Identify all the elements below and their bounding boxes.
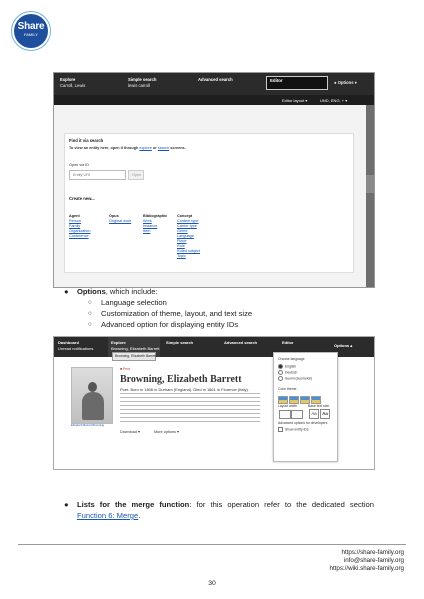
nav-simple-search[interactable]: Simple search	[166, 340, 194, 345]
portrait-body	[82, 392, 104, 420]
lang-title: Choose language	[278, 357, 305, 361]
editor-toolbar	[54, 95, 374, 105]
logo-subtext: FAMILY	[24, 32, 38, 37]
nav-simple-search[interactable]: Simple search lewis carroll	[128, 77, 157, 88]
portrait-head	[88, 382, 97, 392]
explore-link[interactable]: explore	[139, 146, 152, 150]
create-link[interactable]: Genre	[177, 229, 188, 233]
logo-text: Share	[17, 21, 45, 32]
print-link[interactable]: ■ Print	[120, 367, 130, 371]
create-link[interactable]: Carrier type	[177, 224, 197, 228]
create-link[interactable]: Family	[69, 224, 81, 228]
theme-swatch[interactable]	[300, 396, 310, 404]
footer-email[interactable]: info@share-family.org	[343, 557, 404, 564]
download-button[interactable]: Download ▾	[120, 430, 140, 434]
create-link[interactable]: Ruled subject	[177, 249, 201, 253]
options-menu[interactable]: ● Options ▾	[334, 80, 357, 85]
editor-panel	[64, 133, 354, 273]
adv-title: Advanced options for developers	[278, 421, 328, 425]
create-link[interactable]: Instance	[143, 224, 158, 228]
nav-editor[interactable]: Editor	[282, 340, 294, 345]
find-text: To view an entity here, open it through explore or search screens.	[69, 146, 186, 150]
entity-uri-input[interactable]: Entity URI	[69, 170, 126, 180]
theme-swatch[interactable]	[278, 396, 288, 404]
side-scrollbar[interactable]	[366, 105, 374, 287]
theme-title: Color theme	[278, 387, 297, 391]
options-menu[interactable]: Options ▴	[334, 343, 353, 348]
create-link[interactable]: Language	[177, 234, 194, 238]
layout-wide[interactable]	[291, 410, 303, 419]
language-select[interactable]: UND, ENG, + ▾	[320, 97, 348, 103]
create-link[interactable]: Work	[143, 219, 152, 223]
find-title: Find it via search	[69, 138, 104, 143]
nav-advanced-search[interactable]: Advanced search	[198, 77, 233, 82]
editor-screenshot	[53, 72, 375, 288]
search-link[interactable]: search	[157, 146, 170, 150]
create-col-concept: Concept Content type Carrier type Genre Language Place Role Ruled subject Topic	[177, 214, 201, 258]
size-title: Base text size	[308, 404, 330, 408]
text-size-large[interactable]: Aa	[320, 409, 330, 419]
create-link[interactable]: Conference	[69, 234, 89, 238]
layout-title: Layout width	[278, 404, 298, 408]
nav-explore[interactable]: Explore Carroll, Lewis	[60, 77, 86, 88]
circle-bullet-icon: ○	[88, 321, 92, 328]
create-link[interactable]: Content type	[177, 219, 199, 223]
theme-swatch[interactable]	[311, 396, 321, 404]
circle-bullet-icon: ○	[88, 310, 92, 317]
open-button[interactable]: Open	[128, 170, 144, 180]
radio-icon	[278, 376, 283, 381]
lang-option[interactable]: English	[278, 364, 296, 369]
nav-advanced-search[interactable]: Advanced search	[224, 340, 258, 345]
lang-option[interactable]: Suomi (suomeksi)	[278, 376, 312, 381]
checkbox-icon	[278, 427, 283, 432]
create-link[interactable]: Topic	[177, 254, 186, 258]
footer-website[interactable]: https://share-family.org	[341, 549, 404, 556]
entity-summary: Poet. Born in 1806 in Durham (England). Died in 1861 in Florence (Italy).	[120, 387, 249, 392]
options-screenshot	[53, 336, 375, 470]
create-link[interactable]: Original work	[109, 219, 132, 223]
portrait-image	[71, 367, 113, 424]
editor-layout-select[interactable]: Editor layout ▾	[282, 97, 308, 103]
create-link[interactable]: Person	[69, 219, 82, 223]
biography-text	[120, 393, 260, 425]
create-link[interactable]: Role	[177, 244, 185, 248]
more-options-button[interactable]: More options ▾	[154, 430, 179, 434]
layout-narrow[interactable]	[279, 410, 291, 419]
radio-checked-icon	[278, 364, 283, 369]
bullet-icon: ●	[64, 287, 69, 296]
options-bullet-text: Options, which include:	[77, 287, 158, 296]
circle-bullet-icon: ○	[88, 299, 92, 306]
create-link[interactable]: Item	[143, 229, 151, 233]
image-caption[interactable]: Elizabeth Barrett Browning	[71, 423, 105, 427]
text-size-small[interactable]: Aa	[309, 409, 319, 419]
nav-explore[interactable]: Explore Browning, Elizabeth Barrett	[111, 340, 160, 351]
footer-wiki[interactable]: https://wiki.share-family.org	[329, 565, 404, 572]
printer-icon: ■	[120, 367, 123, 371]
theme-swatch[interactable]	[289, 396, 299, 404]
merge-bullet-line1: Lists for the merge function: for this operation refer to the dedicated section	[77, 500, 374, 509]
share-family-logo	[14, 14, 48, 48]
merge-section-link[interactable]: Function 6: Merge	[77, 511, 139, 520]
user-icon: ●	[334, 80, 338, 85]
tooltip: Browning, Elizabeth Barrett	[112, 352, 156, 361]
nav-dashboard[interactable]: Dashboard Unread notifications	[58, 340, 94, 351]
footer-divider	[18, 544, 406, 545]
lang-option[interactable]: Deutsch	[278, 370, 297, 375]
create-title: Create new...	[69, 196, 95, 201]
radio-icon	[278, 370, 283, 375]
merge-bullet-line2: Function 6: Merge.	[77, 511, 141, 520]
nav-editor[interactable]: Editor	[266, 76, 328, 90]
create-link[interactable]: Organization	[69, 229, 91, 233]
scroll-thumb[interactable]	[366, 175, 374, 193]
options-dropdown	[273, 352, 338, 462]
create-link[interactable]: Place	[177, 239, 187, 243]
open-id-label: Open via ID	[69, 163, 90, 167]
entity-name: Browning, Elizabeth Barrett	[120, 374, 242, 385]
show-ids-checkbox[interactable]: Show entity IDs	[278, 427, 309, 432]
create-col-opus: Opus Original work	[109, 214, 132, 223]
create-col-agent: Agent Person Family Organization Conference	[69, 214, 91, 238]
bullet-icon: ●	[64, 500, 69, 509]
page-number: 30	[208, 580, 216, 587]
create-col-bibliographic: Bibliographic Work Instance Item	[143, 214, 168, 233]
top-nav	[54, 73, 374, 95]
